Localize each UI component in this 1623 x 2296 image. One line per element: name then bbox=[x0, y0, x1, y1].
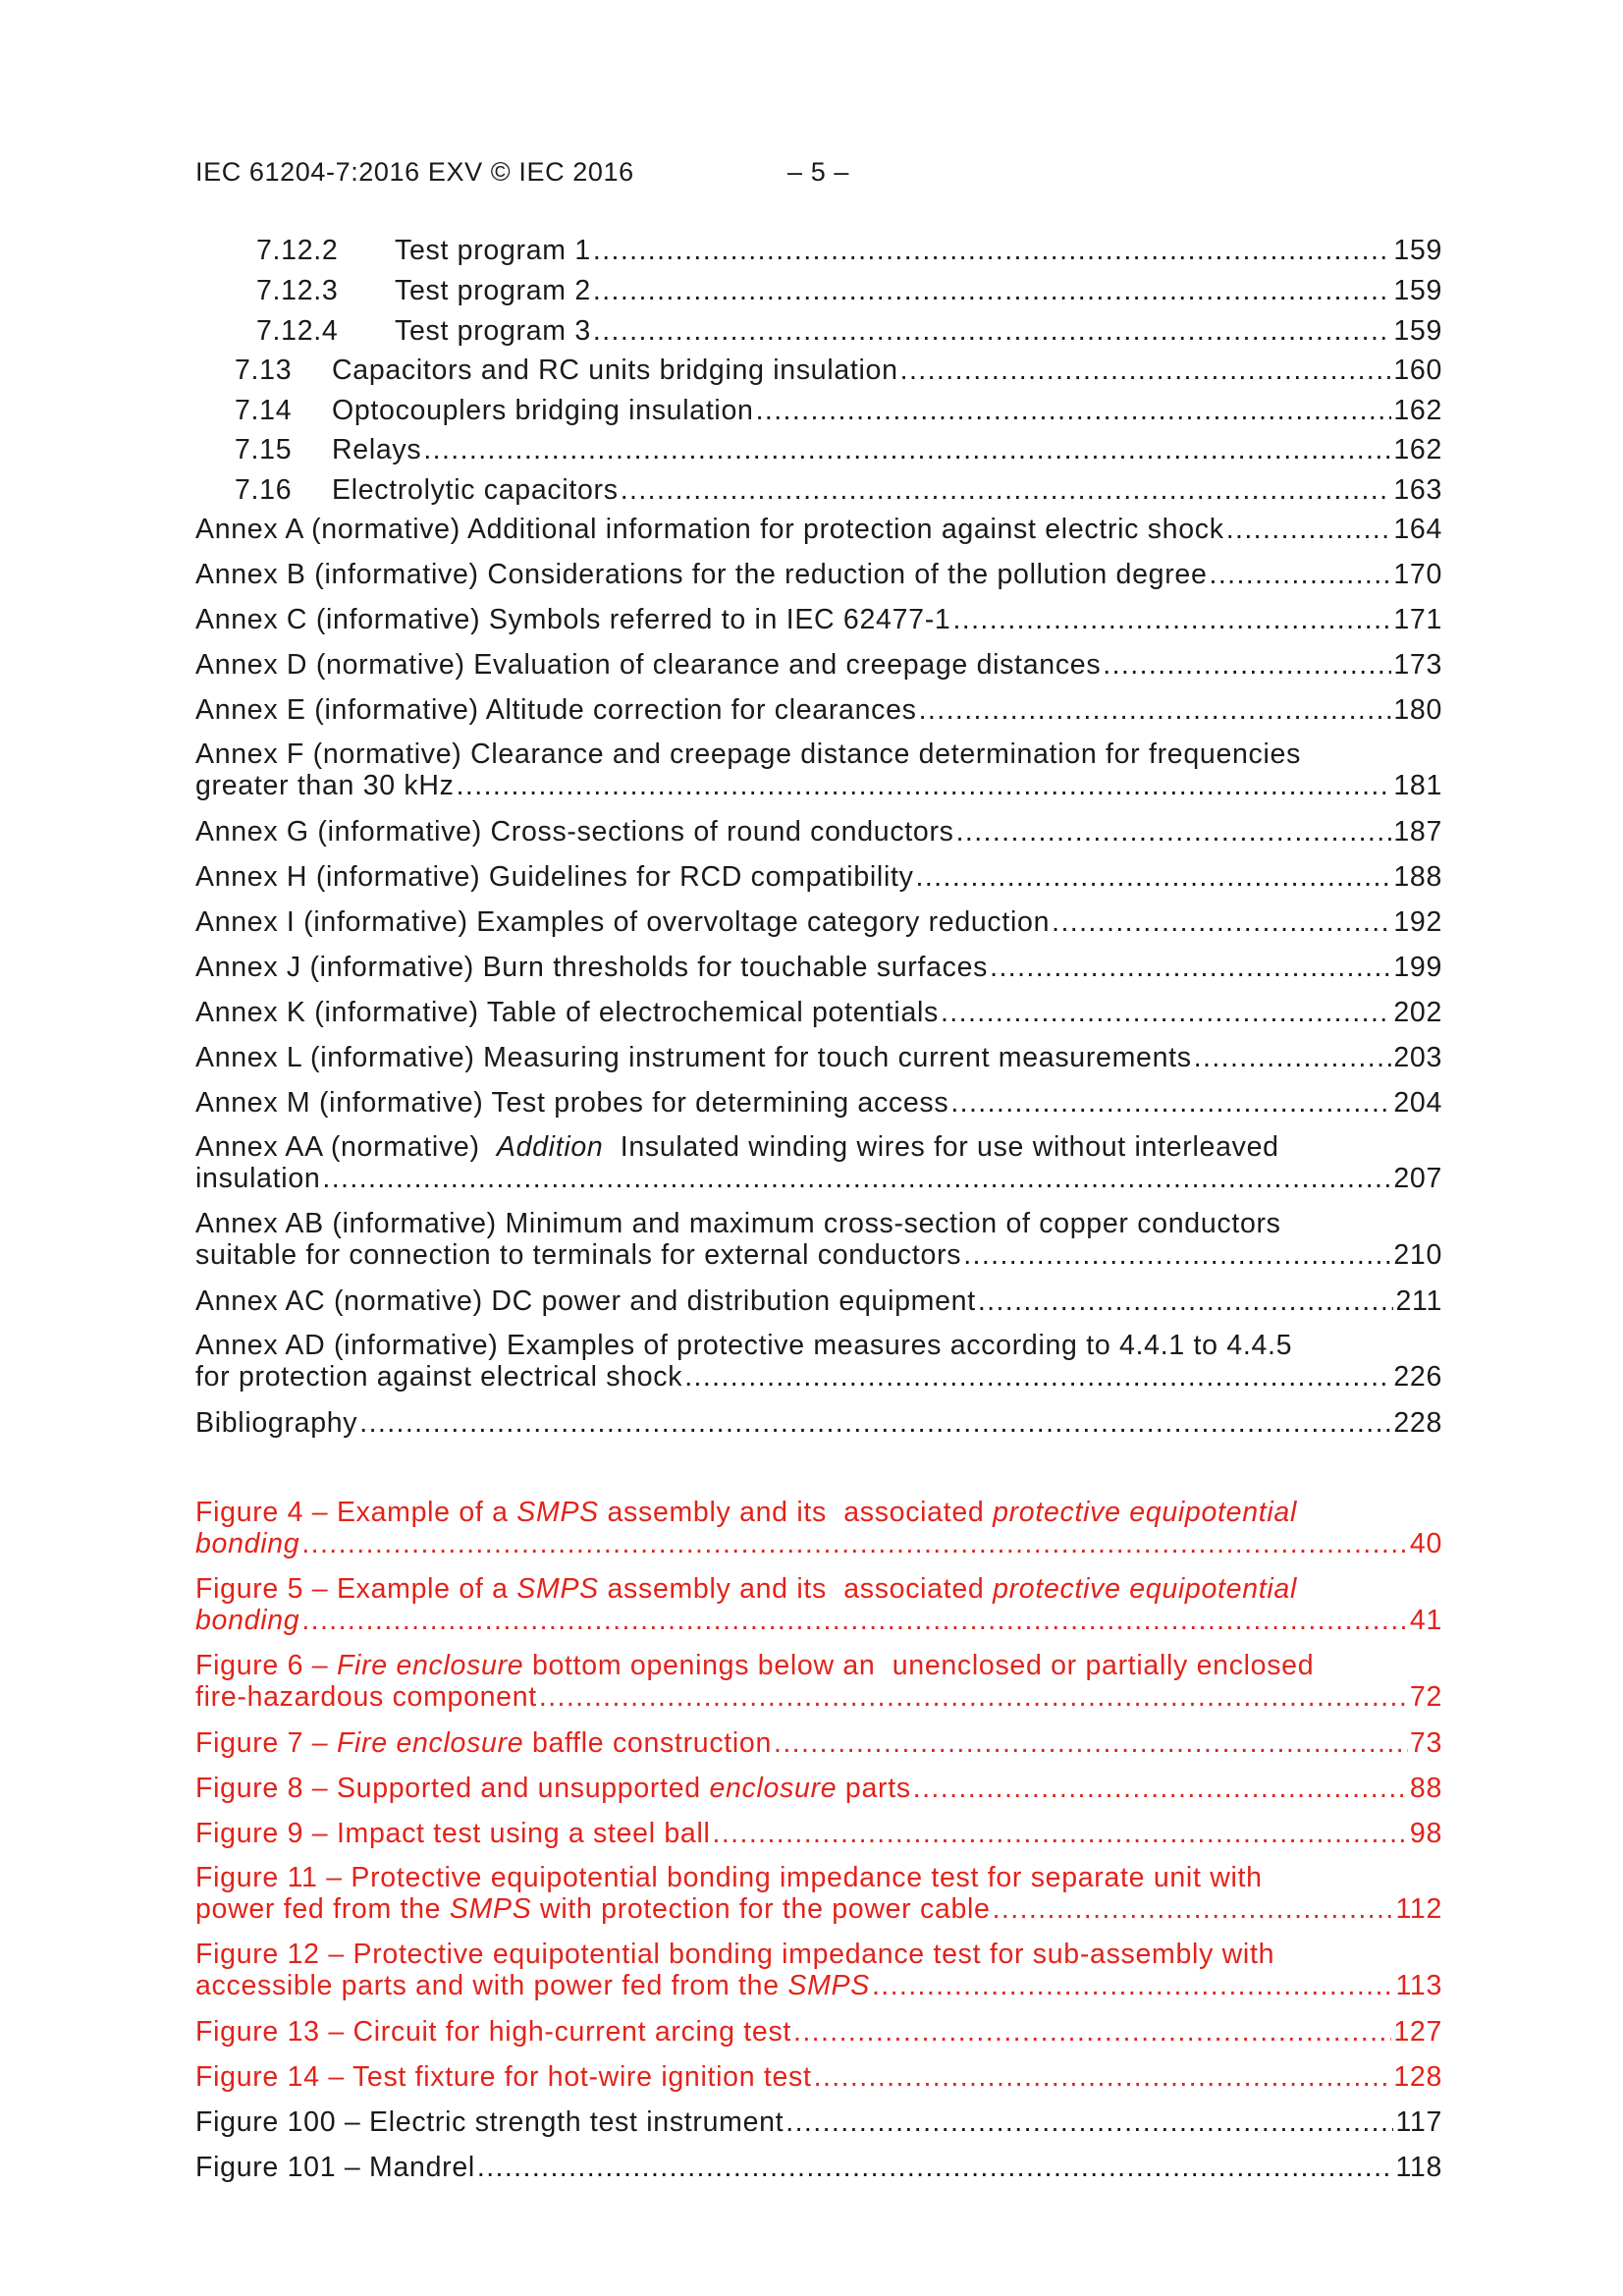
running-header bbox=[195, 157, 634, 188]
leader-dots bbox=[1052, 905, 1391, 939]
leader-dots bbox=[539, 1681, 1408, 1713]
leader-dots bbox=[978, 1285, 1394, 1318]
toc-entry-annex-ac[interactable]: Annex AC (normative) DC power and distribution equipment ..... 211 bbox=[195, 1285, 1442, 1318]
leader-dots bbox=[990, 951, 1391, 984]
leader-dots bbox=[774, 1726, 1408, 1760]
figure-entry[interactable]: Figure 12 – Protective equipotential bonding impedance test for sub-assembly with accessible parts and with power fed from the SMPS ..... 113 bbox=[195, 1939, 1442, 2001]
toc-entry[interactable]: 7.14 Optocouplers bridging insulation ..... 162 bbox=[195, 394, 1442, 427]
leader-dots bbox=[756, 394, 1392, 427]
leader-dots bbox=[952, 603, 1391, 636]
toc-entry-annex-h[interactable]: Annex H (informative) Guidelines for RCD compatibility ..... 188 bbox=[195, 860, 1442, 894]
figure-entry[interactable]: Figure 8 – Supported and unsupported enclosure parts ..... 88 bbox=[195, 1772, 1442, 1805]
document-reference: IEC 61204-7:2016 EXV © IEC 2016 bbox=[195, 157, 634, 187]
toc-entry-annex-f[interactable]: Annex F (normative) Clearance and creepage distance determination for frequencies greater than 30 kHz ..... 181 bbox=[195, 738, 1442, 801]
toc-entry-annex-i[interactable]: Annex I (informative) Examples of overvoltage category reduction ..... 192 bbox=[195, 905, 1442, 939]
toc-entry-annex-a[interactable]: Annex A (normative) Additional information for protection against electric shock ..... 164 bbox=[195, 513, 1442, 546]
leader-dots bbox=[956, 815, 1392, 848]
leader-dots bbox=[593, 234, 1391, 267]
figure-entry[interactable]: Figure 9 – Impact test using a steel ball ..... 98 bbox=[195, 1817, 1442, 1850]
toc-entry-annex-k[interactable]: Annex K (informative) Table of electrochemical potentials ..... 202 bbox=[195, 996, 1442, 1029]
toc-entry[interactable]: 7.15 Relays ..... 162 bbox=[195, 433, 1442, 466]
leader-dots bbox=[950, 1086, 1391, 1120]
leader-dots bbox=[457, 770, 1392, 801]
leader-dots bbox=[593, 274, 1391, 307]
leader-dots bbox=[301, 1605, 1408, 1636]
leader-dots bbox=[322, 1163, 1391, 1194]
toc-entry[interactable]: 7.13 Capacitors and RC units bridging insulation ..... 160 bbox=[195, 354, 1442, 387]
toc-entry[interactable]: 7.12.3 Test program 2 ..... 159 bbox=[195, 274, 1442, 307]
figure-entry[interactable]: Figure 101 – Mandrel ..... 118 bbox=[195, 2151, 1442, 2184]
leader-dots bbox=[916, 860, 1392, 894]
leader-dots bbox=[684, 1361, 1391, 1393]
toc-entry-annex-m[interactable]: Annex M (informative) Test probes for determining access ..... 204 bbox=[195, 1086, 1442, 1120]
toc-entry-bibliography[interactable]: Bibliography ..... 228 bbox=[195, 1406, 1442, 1440]
leader-dots bbox=[301, 1528, 1408, 1559]
toc-entry[interactable]: 7.12.2 Test program 1 ..... 159 bbox=[195, 234, 1442, 267]
toc-entry-annex-d[interactable]: Annex D (normative) Evaluation of clearance and creepage distances ..... 173 bbox=[195, 648, 1442, 682]
leader-dots bbox=[621, 473, 1392, 507]
figure-entry[interactable]: Figure 100 – Electric strength test instrument ..... 117 bbox=[195, 2105, 1442, 2139]
leader-dots bbox=[963, 1239, 1391, 1271]
leader-dots bbox=[1210, 558, 1392, 591]
leader-dots bbox=[423, 433, 1391, 466]
toc-entry-annex-l[interactable]: Annex L (informative) Measuring instrument for touch current measurements ..... 203 bbox=[195, 1041, 1442, 1074]
figure-entry[interactable]: Figure 14 – Test fixture for hot-wire ignition test ..... 128 bbox=[195, 2060, 1442, 2094]
leader-dots bbox=[993, 1893, 1394, 1925]
toc-entry-annex-b[interactable]: Annex B (informative) Considerations for the reduction of the pollution degree ..... 170 bbox=[195, 558, 1442, 591]
toc-entry-annex-g[interactable]: Annex G (informative) Cross-sections of round conductors ..... 187 bbox=[195, 815, 1442, 848]
leader-dots bbox=[913, 1772, 1408, 1805]
figure-entry[interactable]: Figure 7 – Fire enclosure baffle construction ..... 73 bbox=[195, 1726, 1442, 1760]
leader-dots bbox=[1103, 648, 1391, 682]
leader-dots bbox=[593, 314, 1391, 348]
figure-entry[interactable]: Figure 13 – Circuit for high-current arcing test ..... 127 bbox=[195, 2015, 1442, 2049]
leader-dots bbox=[900, 354, 1392, 387]
figure-entry[interactable]: Figure 11 – Protective equipotential bonding impedance test for separate unit with power fed from the SMPS with protection for the power cable ..... 112 bbox=[195, 1862, 1442, 1925]
toc-entry-annex-e[interactable]: Annex E (informative) Altitude correction for clearances ..... 180 bbox=[195, 693, 1442, 727]
leader-dots bbox=[359, 1406, 1391, 1440]
toc-entry[interactable]: 7.16 Electrolytic capacitors ..... 163 bbox=[195, 473, 1442, 507]
toc-entry-annex-j[interactable]: Annex J (informative) Burn thresholds for touchable surfaces ..... 199 bbox=[195, 951, 1442, 984]
leader-dots bbox=[713, 1817, 1408, 1850]
leader-dots bbox=[872, 1970, 1394, 2001]
leader-dots bbox=[1226, 513, 1392, 546]
figure-entry[interactable]: Figure 5 – Example of a SMPS assembly and its associated protective equipotential bonding ..... 41 bbox=[195, 1573, 1442, 1636]
toc-entry[interactable]: 7.12.4 Test program 3 ..... 159 bbox=[195, 314, 1442, 348]
leader-dots bbox=[941, 996, 1391, 1029]
toc-entry-annex-ab[interactable]: Annex AB (informative) Minimum and maximum cross-section of copper conductors suitable for connection to terminals for external conductors ..... 210 bbox=[195, 1208, 1442, 1271]
leader-dots bbox=[1194, 1041, 1392, 1074]
leader-dots bbox=[793, 2015, 1391, 2049]
leader-dots bbox=[477, 2151, 1394, 2184]
leader-dots bbox=[785, 2105, 1393, 2139]
leader-dots bbox=[919, 693, 1392, 727]
leader-dots bbox=[814, 2060, 1392, 2094]
toc-entry-annex-aa[interactable]: Annex AA (normative) Addition Insulated winding wires for use without interleaved insulation ..... 207 bbox=[195, 1131, 1442, 1194]
toc-entry-annex-ad[interactable]: Annex AD (informative) Examples of protective measures according to 4.4.1 to 4.4.5 for protection against electrical shock ..... 226 bbox=[195, 1330, 1442, 1393]
figure-entry[interactable]: Figure 6 – Fire enclosure bottom openings below an unenclosed or partially enclosed fire-hazardous component ..... 72 bbox=[195, 1650, 1442, 1713]
page-number: – 5 – bbox=[787, 157, 850, 187]
figure-entry[interactable]: Figure 4 – Example of a SMPS assembly and its associated protective equipotential bonding ..... 40 bbox=[195, 1497, 1442, 1559]
toc-entry-annex-c[interactable]: Annex C (informative) Symbols referred to in IEC 62477-1 ..... 171 bbox=[195, 603, 1442, 636]
